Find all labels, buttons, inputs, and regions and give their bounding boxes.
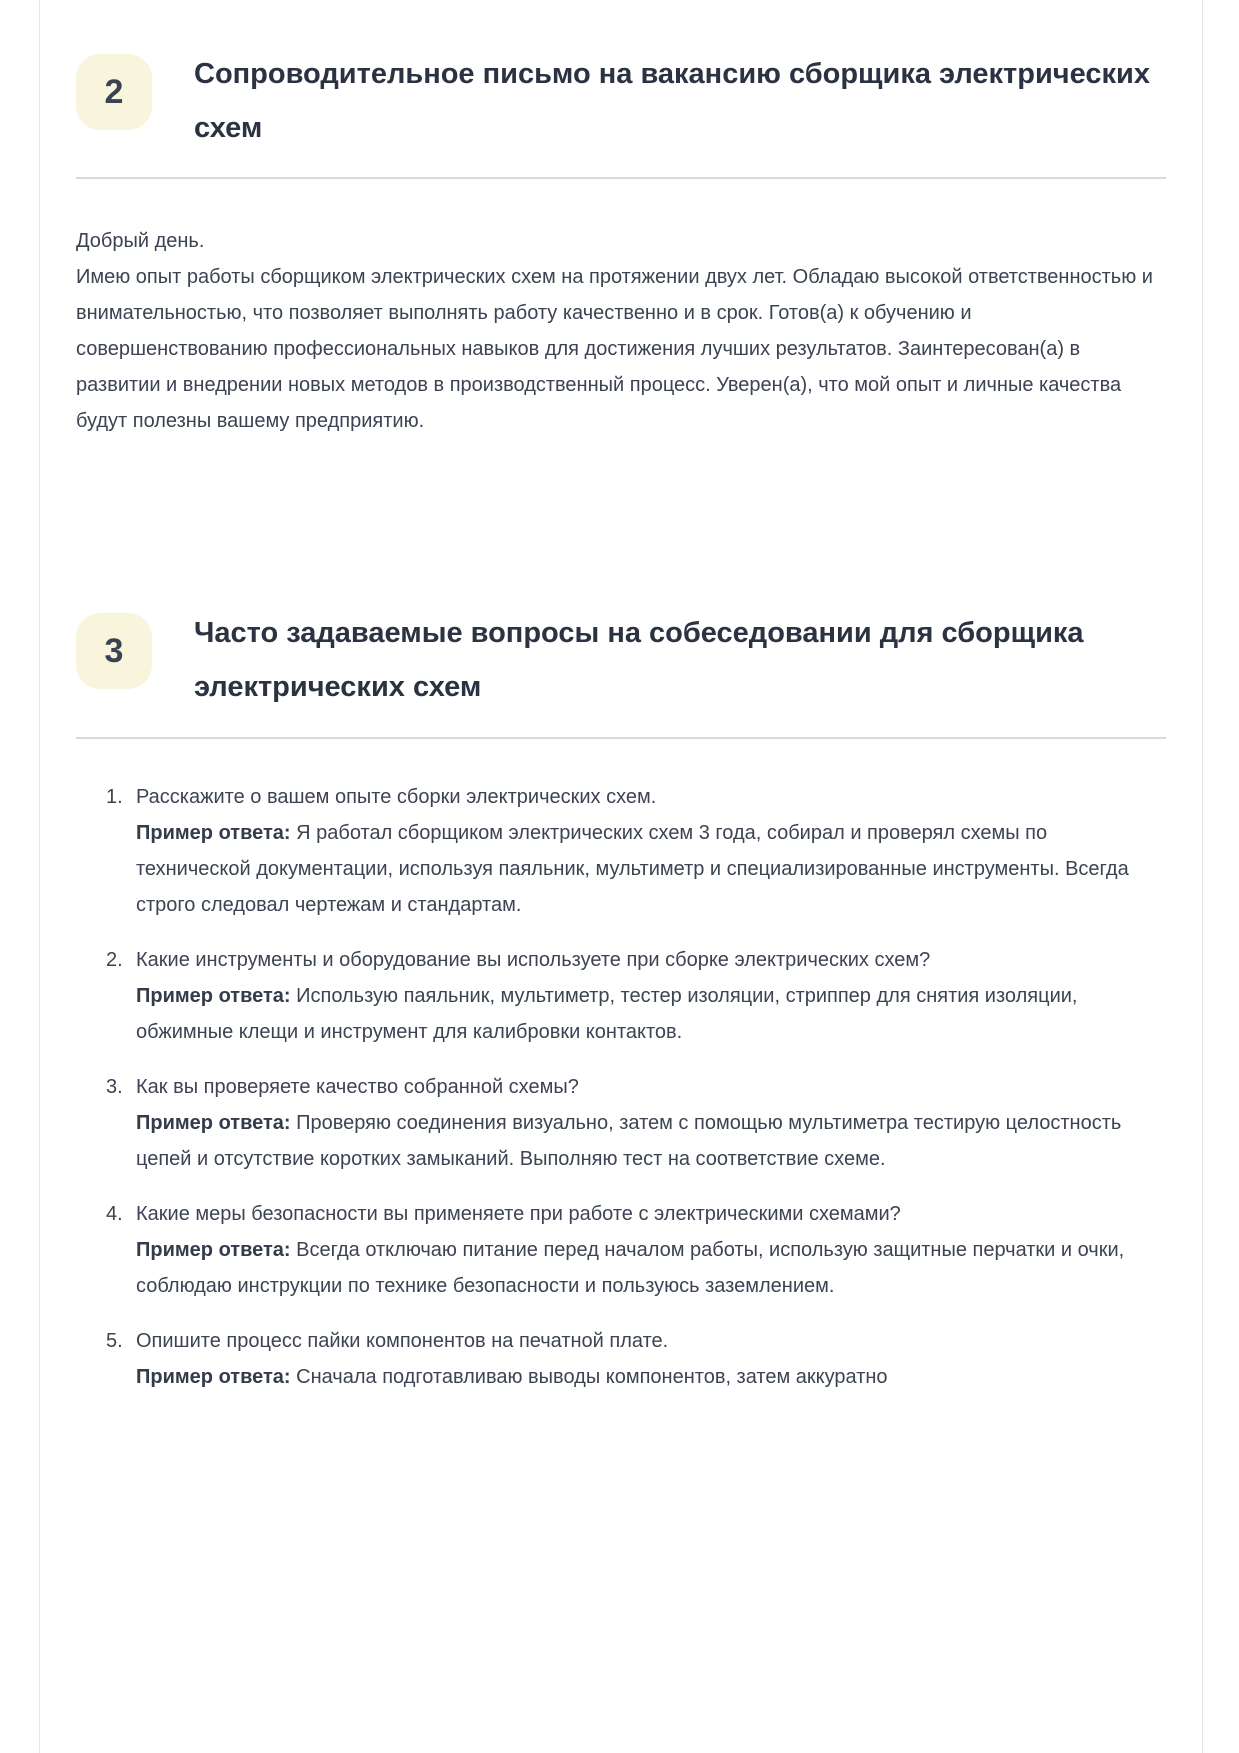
- cover-letter-body: [76, 223, 1166, 439]
- answer-label: Пример ответа:: [136, 984, 291, 1007]
- section-number-badge: [76, 613, 152, 689]
- faq-item-content: [136, 779, 1166, 923]
- cover-letter-text: Имею опыт работы сборщиком электрических схем на протяжении двух лет. Обладаю высокой ответственностью и внимательностью, что позволяет выполнять работу качественно и в срок. Готов(а) к обучению и совершенствованию профессиональных навыков для достижения лучших результатов. Заинтересован(а) в развитии и внедрении новых методов в производственный процесс. Уверен(а), что мой опыт и личные качества будут полезны вашему предприятию.: [76, 266, 1153, 433]
- section-divider: [76, 737, 1166, 739]
- section-number: 2: [104, 72, 124, 111]
- answer-text: Я работал сборщиком электрических схем 3 года, собирал и проверял схемы по технической документации, используя паяльник, мультиметр и специализированные инструменты. Всегда строго следовал чертежам и стандартам.: [136, 821, 1129, 916]
- faq-item: [106, 942, 1166, 1050]
- faq-item: [106, 1323, 1166, 1395]
- faq-answer: [136, 1105, 1166, 1177]
- cover-letter-greeting: Добрый день.: [76, 230, 205, 253]
- faq-item: [106, 1069, 1166, 1177]
- faq-item-number: 5.: [106, 1329, 123, 1352]
- cover-letter-title: Сопроводительное письмо на вакансию сборщика электрических схем: [194, 58, 1150, 144]
- answer-label: Пример ответа:: [136, 1111, 291, 1134]
- answer-label: Пример ответа:: [136, 1238, 291, 1261]
- faq-answer: [136, 815, 1166, 923]
- faq-item-content: [136, 942, 1166, 1050]
- answer-text: Сначала подготавливаю выводы компонентов, затем аккуратно: [296, 1365, 888, 1388]
- faq-answer: [136, 1232, 1166, 1304]
- faq-answer: [136, 1359, 1166, 1395]
- section-faq: [76, 607, 1166, 1394]
- answer-text: Всегда отключаю питание перед началом работы, использую защитные перчатки и очки, соблюдаю инструкции по технике безопасности и пользуюсь заземлением.: [136, 1238, 1125, 1297]
- faq-title: Часто задаваемые вопросы на собеседовании для сборщика электрических схем: [194, 617, 1084, 703]
- answer-text: Проверяю соединения визуально, затем с помощью мультиметра тестирую целостность цепей и отсутствие коротких замыканий. Выполняю тест на соответствие схеме.: [136, 1111, 1122, 1170]
- section-cover-letter: [76, 48, 1166, 439]
- content-card: [39, 0, 1203, 1753]
- faq-item-content: [136, 1069, 1166, 1177]
- faq-question: Опишите процесс пайки компонентов на печатной плате.: [136, 1329, 669, 1352]
- faq-question: Какие инструменты и оборудование вы используете при сборке электрических схем?: [136, 948, 931, 971]
- section-number-badge: [76, 54, 152, 130]
- faq-item-number: 2.: [106, 948, 123, 971]
- faq-question: Расскажите о вашем опыте сборки электрических схем.: [136, 785, 657, 808]
- section-divider: [76, 177, 1166, 179]
- faq-item-content: [136, 1323, 1166, 1395]
- faq-item-number: 3.: [106, 1075, 123, 1098]
- faq-item-number: 1.: [106, 785, 123, 808]
- answer-text: Использую паяльник, мультиметр, тестер изоляции, стриппер для снятия изоляции, обжимные клещи и инструмент для калибровки контактов.: [136, 984, 1078, 1043]
- faq-item: [106, 1196, 1166, 1304]
- cover-letter-header: [76, 48, 1166, 155]
- section-number: 3: [104, 631, 124, 670]
- faq-item-content: [136, 1196, 1166, 1304]
- faq-item-number: 4.: [106, 1202, 123, 1225]
- faq-answer: [136, 978, 1166, 1050]
- faq-item: [106, 779, 1166, 923]
- answer-label: Пример ответа:: [136, 1365, 291, 1388]
- faq-question: Как вы проверяете качество собранной схемы?: [136, 1075, 579, 1098]
- answer-label: Пример ответа:: [136, 821, 291, 844]
- faq-header: [76, 607, 1166, 714]
- faq-question: Какие меры безопасности вы применяете при работе с электрическими схемами?: [136, 1202, 901, 1225]
- faq-list: [76, 779, 1166, 1395]
